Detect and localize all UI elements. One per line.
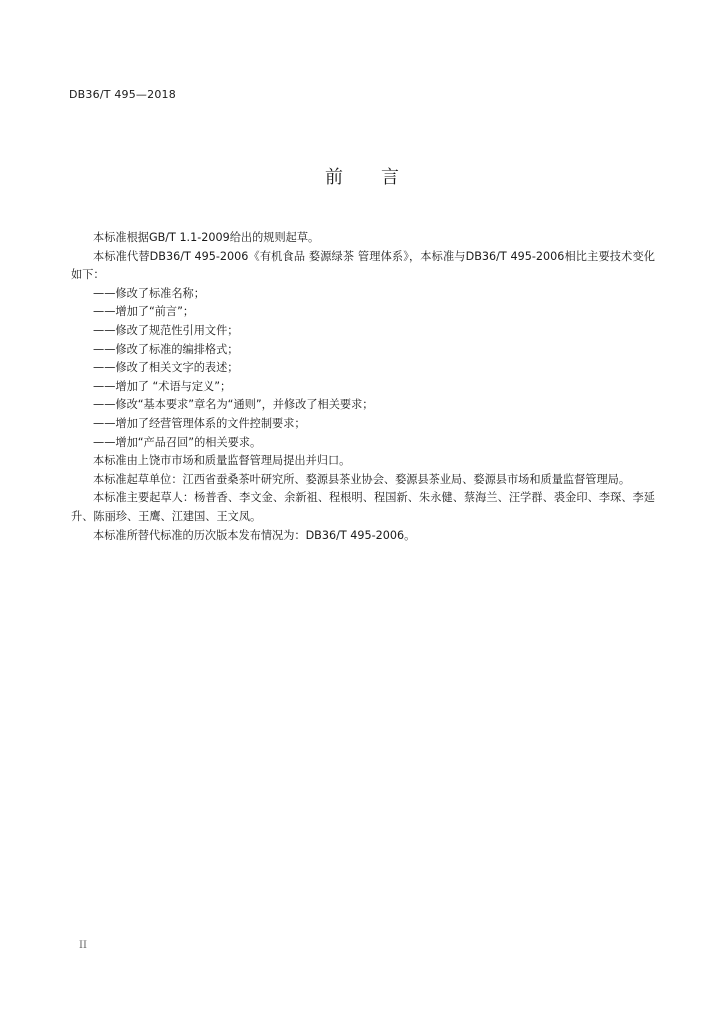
change-item: ——修改了标准的编排格式； [93, 342, 239, 356]
change-item: ——增加了经营管理体系的文件控制要求； [93, 416, 306, 430]
change-item: ——增加了“前言”； [93, 305, 195, 319]
foreword-body [71, 229, 655, 545]
paragraph-replacement: 本标准代替DB36/T 495-2006《有机食品 婺源绿茶 管理体系》，本标准与DB36/T 495-2006相比主要技术变化如下： [71, 249, 655, 282]
title-part-2: 言 [381, 167, 399, 188]
document-code-header: DB36/T 495—2018 [69, 88, 176, 101]
change-item: ——修改了相关文字的表述； [93, 361, 239, 375]
paragraph-drafters: 本标准主要起草人：杨普香、李文金、余新祖、程根明、程国新、朱永健、蔡海兰、汪学群、裘金印、李琛、李延升、陈丽珍、王鹰、江建国、王文凤。 [71, 491, 655, 523]
title-part-1: 前 [325, 167, 343, 188]
change-item: ——修改了规范性引用文件； [93, 323, 239, 337]
page-number: II [79, 940, 87, 951]
page-title [0, 163, 724, 189]
paragraph-drafting-units: 本标准起草单位：江西省蚕桑茶叶研究所、婺源县茶业协会、婺源县茶业局、婺源县市场和质量监督管理局。 [93, 472, 631, 486]
change-item: ——修改了标准名称； [93, 286, 205, 300]
paragraph-drafting-rules: 本标准根据GB/T 1.1-2009给出的规则起草。 [93, 231, 320, 244]
change-item: ——增加“产品召回”的相关要求。 [93, 435, 262, 449]
paragraph-version-history: 本标准所替代标准的历次版本发布情况为：DB36/T 495-2006。 [93, 528, 416, 542]
change-item: ——增加了 “术语与定义”； [93, 379, 232, 393]
change-item: ——修改“基本要求”章名为“通则”，并修改了相关要求； [93, 398, 374, 412]
paragraph-proposer: 本标准由上饶市市场和质量监督管理局提出并归口。 [93, 454, 351, 468]
